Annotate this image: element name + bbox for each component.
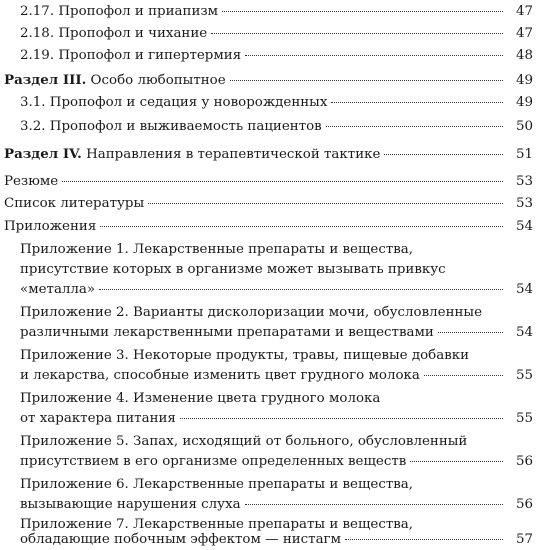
- dot-leader: [99, 289, 503, 290]
- toc-entry[interactable]: [20, 24, 533, 44]
- dot-leader: [62, 181, 503, 182]
- toc-appendix-line[interactable]: [20, 389, 533, 409]
- toc-appendix-line[interactable]: [20, 303, 533, 323]
- toc-entry-title: вызывающие нарушения слуха: [20, 497, 241, 512]
- toc-entry[interactable]: [4, 217, 533, 237]
- toc-entry[interactable]: [20, 495, 533, 515]
- dot-leader: [222, 11, 503, 12]
- toc-page-number: 51: [515, 147, 533, 162]
- dot-leader: [331, 102, 503, 103]
- toc-page-number: 53: [515, 196, 533, 211]
- toc-appendix-line[interactable]: [20, 240, 533, 260]
- toc-entry-title: 3.1. Пропофол и седация у новорожденных: [20, 95, 328, 110]
- toc-appendix-line[interactable]: [20, 475, 533, 495]
- toc-appendix-line[interactable]: [20, 346, 533, 366]
- toc-entry[interactable]: [20, 323, 533, 343]
- toc-entry-title: присутствием в его организме определенных веществ: [20, 454, 407, 469]
- toc-entry[interactable]: [20, 93, 533, 113]
- toc-entry-title: присутствие которых в организме может вызывать привкус: [20, 262, 446, 277]
- toc-page-number: 47: [515, 26, 533, 41]
- toc-entry-title: Приложения: [4, 219, 97, 234]
- dot-leader: [148, 203, 503, 204]
- toc-entry[interactable]: [20, 452, 533, 472]
- section-number: Раздел III.: [4, 72, 87, 88]
- toc-page-number: 49: [515, 73, 533, 88]
- toc-entry-title: Резюме: [4, 174, 59, 189]
- dot-leader: [100, 226, 503, 227]
- toc-entry-title: Приложение 5. Запах, исходящий от больного, обусловленный: [20, 434, 468, 449]
- toc-page-number: 54: [515, 219, 533, 234]
- toc-page-number: 53: [515, 174, 533, 189]
- dot-leader: [180, 418, 503, 419]
- toc-entry-title: Приложение 2. Варианты дисколоризации мочи, обусловленные: [20, 305, 483, 320]
- toc-entry-title: различными лекарственными препаратами и веществами: [20, 325, 434, 340]
- toc-page-number: 48: [515, 48, 533, 63]
- toc-page-number: 50: [515, 119, 533, 134]
- toc-entry[interactable]: [20, 409, 533, 429]
- section-title: Направления в терапевтической тактике: [81, 147, 381, 162]
- toc-section-entry[interactable]: [4, 144, 533, 164]
- toc-entry[interactable]: [4, 172, 533, 192]
- toc-entry-title: обладающие побочным эффектом — нистагм: [20, 532, 341, 547]
- toc-entry-title: Приложение 6. Лекарственные препараты и вещества,: [20, 477, 414, 492]
- toc-entry[interactable]: [20, 46, 533, 66]
- dot-leader: [424, 375, 503, 376]
- toc-entry-title: от характера питания: [20, 411, 176, 426]
- toc-page-number: 57: [515, 532, 533, 547]
- dot-leader: [438, 332, 503, 333]
- toc-entry[interactable]: [20, 2, 533, 22]
- toc-page-number: 55: [515, 368, 533, 383]
- toc-page-number: 54: [515, 282, 533, 297]
- toc-entry[interactable]: [20, 117, 533, 137]
- toc-entry-title: Список литературы: [4, 196, 145, 211]
- toc-page-number: 49: [515, 95, 533, 110]
- toc-page-number: 47: [515, 4, 533, 19]
- toc-entry-title: и лекарства, способные изменить цвет грудного молока: [20, 368, 420, 383]
- toc-entry-title: 2.17. Пропофол и приапизм: [20, 4, 219, 19]
- toc-section-entry[interactable]: [4, 70, 533, 90]
- toc-entry[interactable]: [20, 530, 533, 550]
- section-title: Особо любопытное: [86, 73, 226, 88]
- toc-appendix-line[interactable]: [20, 260, 533, 280]
- toc-page-number: 54: [515, 325, 533, 340]
- toc-page-number: 56: [515, 497, 533, 512]
- toc-page-number: 55: [515, 411, 533, 426]
- toc-entry[interactable]: [20, 280, 533, 300]
- toc-entry-title: [4, 70, 226, 91]
- dot-leader: [245, 55, 503, 56]
- toc-appendix-line[interactable]: [20, 432, 533, 452]
- toc-entry[interactable]: [4, 194, 533, 214]
- dot-leader: [211, 33, 503, 34]
- dot-leader: [245, 504, 503, 505]
- toc-entry-title: Приложение 1. Лекарственные препараты и вещества,: [20, 242, 414, 257]
- dot-leader: [410, 461, 503, 462]
- toc-entry-title: 3.2. Пропофол и выживаемость пациентов: [20, 119, 322, 134]
- toc-entry-title: 2.18. Пропофол и чихание: [20, 26, 208, 41]
- dot-leader: [230, 80, 503, 81]
- toc-entry-title: Приложение 4. Изменение цвета грудного молока: [20, 391, 381, 406]
- dot-leader: [345, 539, 503, 540]
- dot-leader: [326, 126, 503, 127]
- toc-entry-title: Приложение 3. Некоторые продукты, травы, пищевые добавки: [20, 348, 470, 363]
- section-number: Раздел IV.: [4, 146, 82, 162]
- dot-leader: [384, 154, 503, 155]
- toc-page-number: 56: [515, 454, 533, 469]
- toc-entry-title: «металла»: [20, 282, 96, 297]
- toc-entry-title: [4, 144, 380, 165]
- toc-entry-title: Приложение 7. Лекарственные препараты и вещества,: [20, 517, 414, 532]
- toc-entry-title: 2.19. Пропофол и гипертермия: [20, 48, 242, 63]
- toc-entry[interactable]: [20, 366, 533, 386]
